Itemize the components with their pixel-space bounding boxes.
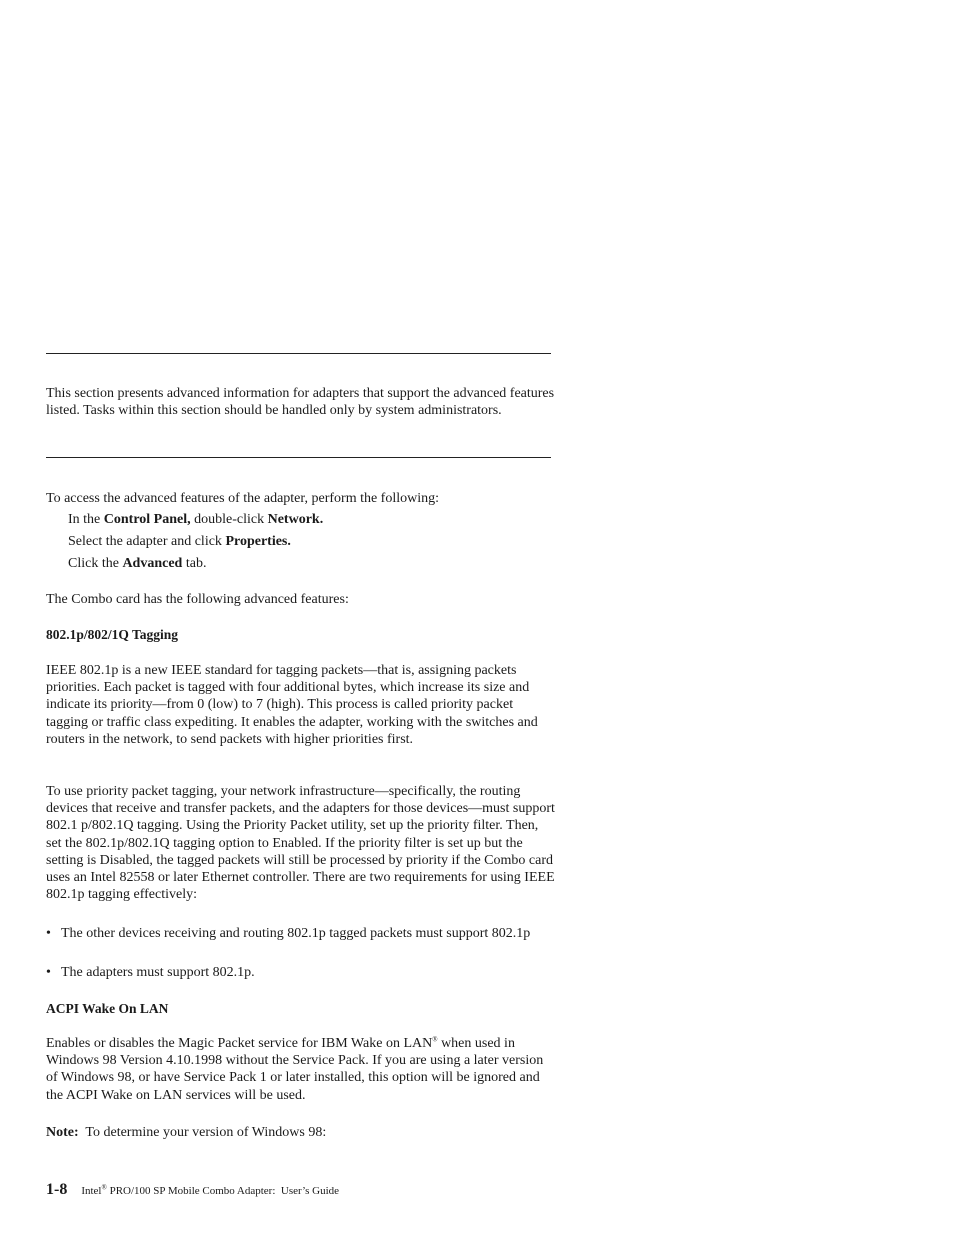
section-rule (46, 457, 551, 458)
features-lead: The Combo card has the following advanced features: (46, 592, 349, 607)
bullet-text: The adapters must support 802.1p. (61, 965, 255, 980)
step-1 (68, 511, 323, 528)
page-number: 1-8 (46, 1181, 68, 1198)
registered-mark: ® (432, 1035, 438, 1044)
step-2-text: Select the adapter and click (68, 534, 226, 549)
tagging-heading: 802.1p/802/1Q Tagging (46, 627, 179, 642)
bullet-item (46, 925, 556, 942)
bullet-text: The other devices receiving and routing 802.1p tagged packets must support 802.1p (61, 926, 531, 941)
acpi-heading: ACPI Wake On LAN (46, 1001, 169, 1016)
bullet-item (46, 964, 556, 981)
top-rule (46, 353, 551, 354)
intro-paragraph: This section presents advanced information for adapters that support the advanced features listed. Tasks within this section should be handled only by system administrators. (46, 386, 555, 419)
step-3-text: Click the (68, 556, 123, 571)
acpi-text-start: Enables or disables the Magic Packet service for IBM Wake on LAN (46, 1036, 433, 1051)
note (46, 1124, 556, 1141)
footer-title-text: PRO/100 SP Mobile Combo Adapter: User’s Guide (106, 1185, 340, 1197)
step-3 (68, 555, 206, 572)
step-1-mid: double-click (190, 512, 268, 527)
footer-title-brand: Intel (81, 1185, 102, 1197)
footer-registered-mark: ® (101, 1183, 107, 1192)
control-panel-label: Control Panel, (103, 512, 191, 527)
tagging-paragraph-2: To use priority packet tagging, your network infrastructure—specifically, the routing devices that receive and transfer packets, and the adapters for those devices—must support 802.1 p/802.1Q tagging. Using the Priority Packet utility, set up the priority filter. Then, set the 802.1p/802.1Q tagging option to Enabled. If the priority filter is set up but the setting is Disabled, the tagged packets will still be processed by priority if the Combo card uses an Intel 82558 or later Ethernet controller. There are two requirements for using IEEE 802.1p tagging effectively: (46, 784, 555, 903)
network-label: Network. (267, 512, 324, 527)
page-footer (46, 1181, 339, 1200)
footer-title (81, 1185, 339, 1197)
tagging-paragraph-1: IEEE 802.1p is a new IEEE standard for tagging packets—that is, assigning packets priorities. Each packet is tagged with four additional bytes, which increase its size and indicate its priority—from 0 (low) to 7 (high). This process is called priority packet tagging or traffic class expediting. It enables the adapter, working with the switches and routers in the network, to send packets with higher priorities first. (46, 663, 538, 747)
advanced-label: Advanced (122, 556, 183, 571)
step-2 (68, 533, 291, 550)
note-label: Note: (46, 1125, 79, 1140)
acpi-text-rest: when used in Windows 98 Version 4.10.1998 without the Service Pack. If you are using a later version of Windows 98, or have Service Pack 1 or later installed, this option will be ignored and the ACPI Wake on LAN services will be used. (46, 1036, 544, 1103)
note-text: To determine your version of Windows 98: (78, 1125, 327, 1140)
bullet-mark: • (46, 965, 51, 980)
properties-label: Properties. (225, 534, 291, 549)
bullet-mark: • (46, 926, 51, 941)
step-1-text: In the (68, 512, 104, 527)
step-3-post: tab. (182, 556, 207, 571)
access-lead: To access the advanced features of the adapter, perform the following: (46, 491, 440, 506)
acpi-paragraph (46, 1035, 556, 1104)
